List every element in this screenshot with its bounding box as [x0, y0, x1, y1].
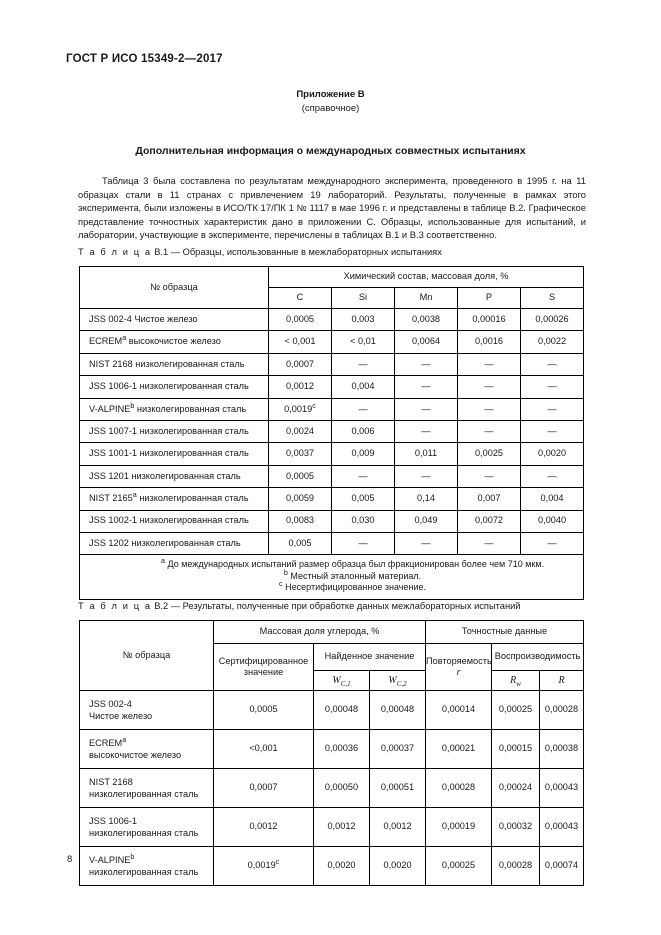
table-b1-row8-p: 0,007 — [458, 488, 521, 510]
table-b1-row5-mn: — — [395, 420, 458, 442]
table-b2-row4-wc2: 0,0020 — [370, 847, 426, 886]
table-b2-row0-r: 0,00014 — [426, 691, 492, 730]
table-b1-row2-mn: — — [395, 353, 458, 375]
table-b1-row0-mn: 0,0038 — [395, 309, 458, 331]
table-b1-row5-c: 0,0024 — [269, 420, 332, 442]
table-b1-row1-name: ECREM$^a$ высокочистое железо — [80, 331, 269, 353]
table-b2-row1-wc1: 0,00036 — [314, 730, 370, 769]
table-row — [80, 532, 584, 554]
table-row — [80, 847, 584, 886]
standard-number-header: ГОСТ Р ИСО 15349-2—2017 — [66, 53, 223, 65]
table-b1-row9-s: 0,0040 — [521, 510, 584, 532]
table-b1-row10-name: JSS 1202 низколегированная сталь — [80, 532, 269, 554]
table-b2-row2-wc2: 0,00051 — [370, 769, 426, 808]
table-b2-row3-wc1: 0,0012 — [314, 808, 370, 847]
table-b1-row0-name: JSS 002-4 Чистое железо — [80, 309, 269, 331]
table-b2-row1-bigr: 0,00038 — [540, 730, 584, 769]
table-row — [80, 488, 584, 510]
table-b1-row6-c: 0,0037 — [269, 443, 332, 465]
table-b1-row8-c: 0,0059 — [269, 488, 332, 510]
table-b2-row3-r: 0,00019 — [426, 808, 492, 847]
footnote-marker: a — [132, 490, 137, 499]
table-b1-row4-s: — — [521, 398, 584, 420]
table-b1-row7-p: — — [458, 465, 521, 487]
footnote-marker: c — [275, 857, 280, 867]
table-b1-row2-name: NIST 2168 низколегированная сталь — [80, 353, 269, 375]
table-b1-row4-mn: — — [395, 398, 458, 420]
table-b2-header-certified: Сертифицированное значение — [214, 644, 314, 691]
table-b2-row1-wc2: 0,00037 — [370, 730, 426, 769]
table-b1-row4-p: — — [458, 398, 521, 420]
table-b1-col-p: P — [458, 288, 521, 309]
table-b2-header-found: Найденное значение — [314, 644, 426, 671]
table-row — [80, 376, 584, 398]
footnote-marker: c — [312, 400, 316, 410]
table-row — [80, 730, 584, 769]
table-b1-row0-s: 0,00026 — [521, 309, 584, 331]
table-b2 — [79, 620, 584, 886]
table-b1-caption — [78, 247, 442, 257]
table-b2-header-group-carbon: Массовая доля углерода, % — [214, 621, 426, 644]
table-b2-header-sample: № образца — [80, 621, 214, 691]
footnote-marker: b — [130, 400, 135, 410]
table-b2-row3-wc2: 0,0012 — [370, 808, 426, 847]
table-b1-footnotes — [80, 555, 584, 600]
table-b1-row0-si: 0,003 — [332, 309, 395, 331]
table-row — [80, 769, 584, 808]
table-b1-col-mn: Mn — [395, 288, 458, 309]
table-b1-row4-si: — — [332, 398, 395, 420]
table-b2-row2-r: 0,00028 — [426, 769, 492, 808]
table-b1-row5-s: — — [521, 420, 584, 442]
table-b2-caption-text: — Результаты, полученные при обработке данных межлабораторных испытаний — [170, 601, 521, 611]
table-b1-col-si: Si — [332, 288, 395, 309]
table-b1-row2-c: 0,0007 — [269, 353, 332, 375]
table-b1-row10-s: — — [521, 532, 584, 554]
table-b1-header-sample: № образца — [80, 267, 269, 309]
table-b2-row4-name: V-ALPINE$^b$ низколегированная сталь — [80, 847, 214, 886]
table-b1-footnotes-row — [80, 555, 584, 600]
table-b1-row3-p: — — [458, 376, 521, 398]
table-row — [80, 353, 584, 375]
table-b1-row6-mn: 0,011 — [395, 443, 458, 465]
table-b2-row3-bigr: 0,00043 — [540, 808, 584, 847]
table-row — [80, 398, 584, 420]
table-b1-row1-mn: 0,0064 — [395, 331, 458, 353]
table-b1-row4-c: 0,0019$^c$ — [269, 398, 332, 420]
table-b2-header-reproducibility: Воспроизводимость — [492, 644, 584, 671]
table-b2-row3-certified: 0,0012 — [214, 808, 314, 847]
footnote-marker: b — [130, 851, 135, 861]
table-b2-header-rw: $R_w$ — [492, 671, 540, 691]
table-b1-row1-s: 0,0022 — [521, 331, 584, 353]
table-b2-caption-number: В.2 — [154, 601, 169, 611]
table-b1-row9-c: 0,0083 — [269, 510, 332, 532]
table-b1-row5-name: JSS 1007-1 низколегированная сталь — [80, 420, 269, 442]
table-b2-row2-name: NIST 2168 низколегированная сталь — [80, 769, 214, 808]
table-b2-row4-certified: 0,0019$^c$ — [214, 847, 314, 886]
table-b1-row3-si: 0,004 — [332, 376, 395, 398]
table-b1-row0-c: 0,0005 — [269, 309, 332, 331]
footnote-marker: a — [122, 333, 127, 343]
table-row — [80, 443, 584, 465]
table-b1-row0-p: 0,00016 — [458, 309, 521, 331]
table-b1-caption-text: — Образцы, использованные в межлабораторных испытаниях — [170, 247, 442, 257]
table-b1-row1-c: < 0,001 — [269, 331, 332, 353]
table-b2-row0-name: JSS 002-4 Чистое железо — [80, 691, 214, 730]
table-b1-row2-s: — — [521, 353, 584, 375]
table-b1-row7-s: — — [521, 465, 584, 487]
footnote-marker-a: a — [160, 556, 165, 566]
footnote-marker-c: c — [279, 579, 283, 589]
table-b1-header-group: Химический состав, массовая доля, % — [269, 267, 584, 288]
table-b2-row4-r: 0,00025 — [426, 847, 492, 886]
table-b1-row9-si: 0,030 — [332, 510, 395, 532]
table-b2-header-repeatability: Повторяемость r — [426, 644, 492, 691]
appendix-heading-block — [0, 88, 661, 116]
appendix-title: Приложение В — [296, 89, 365, 100]
table-b2-header-bigr: R — [540, 671, 584, 691]
table-row — [80, 691, 584, 730]
table-b1-row8-mn: 0,14 — [395, 488, 458, 510]
table-b1 — [79, 266, 584, 600]
table-b1-row8-s: 0,004 — [521, 488, 584, 510]
table-b2-caption-label: Т а б л и ц а — [78, 601, 152, 611]
table-row — [80, 331, 584, 353]
table-b2-row1-certified: <0,001 — [214, 730, 314, 769]
table-b1-header-row-1 — [80, 267, 584, 288]
table-b2-header-wc2: $W_{C,2}$ — [370, 671, 426, 691]
table-row — [80, 510, 584, 532]
table-b2-row0-wc1: 0,00048 — [314, 691, 370, 730]
footnote-marker-b: b — [283, 567, 288, 577]
footnote-marker: a — [122, 734, 127, 744]
table-b1-row9-mn: 0,049 — [395, 510, 458, 532]
section-heading: Дополнительная информация о международных совместных испытаниях — [135, 145, 526, 157]
footnote-c: $^c$ Несертифицированное значение. — [279, 579, 426, 593]
table-b1-row10-c: 0,005 — [269, 532, 332, 554]
intro-paragraph: Таблица 3 была составлена по результатам международного эксперимента, проведенного в 1995 г. на 11 образцах стали в 11 странах с привлечением 19 лабораторий. Результаты, полученные в рамках этого эксперимента, были изложены в ИСО/ТК 17/ПК 1 № 1117 в мае 1996 г. и представлены в таблице В.2. Графическое представление точностных характеристик дано в приложении С. Образцы, использованные для испытаний, и лаборатории, участвующие в эксперименте, перечислены в таблицах В.1 и В.3 соответственно. — [78, 175, 586, 240]
table-b1-row3-s: — — [521, 376, 584, 398]
footnote-b: $^b$ Местный эталонный материал. — [283, 567, 422, 581]
table-b2-header-wc1: $W_{C,1}$ — [314, 671, 370, 691]
table-b2-row3-name: JSS 1006-1 низколегированная сталь — [80, 808, 214, 847]
table-b2-row1-name: ECREM$^a$ высокочистое железо — [80, 730, 214, 769]
table-b1-row9-name: JSS 1002-1 низколегированная сталь — [80, 510, 269, 532]
table-b2-header-row-1 — [80, 621, 584, 644]
table-b2-row1-r: 0,00021 — [426, 730, 492, 769]
table-b1-caption-number: В.1 — [154, 247, 169, 257]
table-b1-caption-label: Т а б л и ц а — [78, 247, 152, 257]
table-b1-row7-c: 0,0005 — [269, 465, 332, 487]
table-b1-row2-si: — — [332, 353, 395, 375]
table-b1-col-c: C — [269, 288, 332, 309]
table-b2-row0-rw: 0,00025 — [492, 691, 540, 730]
table-row — [80, 465, 584, 487]
table-b1-row6-si: 0,009 — [332, 443, 395, 465]
table-b1-row6-p: 0,0025 — [458, 443, 521, 465]
table-b2-row0-wc2: 0,00048 — [370, 691, 426, 730]
table-b1-row3-c: 0,0012 — [269, 376, 332, 398]
table-b1-row6-s: 0,0020 — [521, 443, 584, 465]
table-b1-row1-si: < 0,01 — [332, 331, 395, 353]
page-number: 8 — [67, 854, 73, 865]
table-b1-row6-name: JSS 1001-1 низколегированная сталь — [80, 443, 269, 465]
table-b1-row2-p: — — [458, 353, 521, 375]
appendix-subtitle: (справочное) — [301, 103, 360, 114]
table-b2-row3-rw: 0,00032 — [492, 808, 540, 847]
table-b1-row3-name: JSS 1006-1 низколегированная сталь — [80, 376, 269, 398]
table-b2-row0-bigr: 0,00028 — [540, 691, 584, 730]
table-b1-row5-si: 0,006 — [332, 420, 395, 442]
table-b2-row2-bigr: 0,00043 — [540, 769, 584, 808]
footnote-a: $^a$ До международных испытаний размер образца был фракционирован более чем 710 мкм. — [160, 556, 545, 570]
table-b1-col-s: S — [521, 288, 584, 309]
table-b1-row7-name: JSS 1201 низколегированная сталь — [80, 465, 269, 487]
table-b2-row1-rw: 0,00015 — [492, 730, 540, 769]
table-b1-row10-p: — — [458, 532, 521, 554]
table-b2-row0-certified: 0,0005 — [214, 691, 314, 730]
table-b1-row8-si: 0,005 — [332, 488, 395, 510]
table-b1-row8-name: NIST 2165$^a$ низколегированная сталь — [80, 488, 269, 510]
table-row — [80, 808, 584, 847]
table-b1-row7-mn: — — [395, 465, 458, 487]
table-b1-row4-name: V-ALPINE$^b$ низколегированная сталь — [80, 398, 269, 420]
table-b1-row3-mn: — — [395, 376, 458, 398]
table-row — [80, 309, 584, 331]
table-b1-row1-p: 0,0016 — [458, 331, 521, 353]
table-b1-row10-si: — — [332, 532, 395, 554]
table-b2-row4-rw: 0,00028 — [492, 847, 540, 886]
table-row — [80, 420, 584, 442]
table-b1-row7-si: — — [332, 465, 395, 487]
table-b2-row2-rw: 0,00024 — [492, 769, 540, 808]
table-b2-header-group-precision: Точностные данные — [426, 621, 584, 644]
table-b2-row4-bigr: 0,00074 — [540, 847, 584, 886]
table-b1-row5-p: — — [458, 420, 521, 442]
table-b2-row2-wc1: 0,00050 — [314, 769, 370, 808]
table-b2-row4-wc1: 0,0020 — [314, 847, 370, 886]
table-b1-row10-mn: — — [395, 532, 458, 554]
table-b1-row9-p: 0,0072 — [458, 510, 521, 532]
table-b2-caption — [78, 601, 520, 611]
table-b2-row2-certified: 0,0007 — [214, 769, 314, 808]
